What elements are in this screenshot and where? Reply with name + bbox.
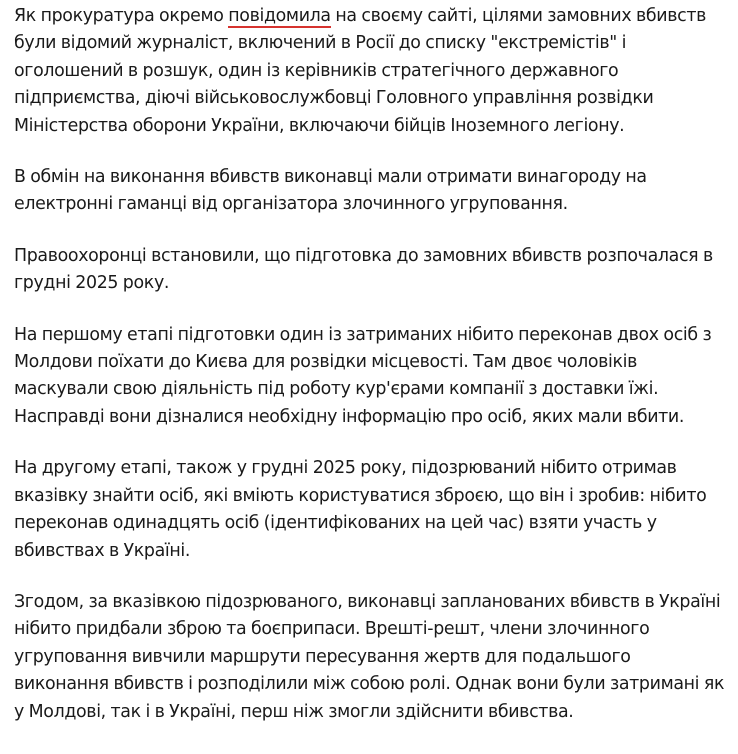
paragraph-1-text-start: Як прокуратура окремо	[14, 6, 229, 26]
article-paragraph-6: Згодом, за вказівкою підозрюваного, виконавці запланованих вбивств в Україні нібито придбали зброю та боєприпаси. Врешті-решт, члени злочинного угруповання вивчили маршрути пересування жертв для подальшого виконання вбивств і розподілили між собою ролі. Однак вони були затримані як у Молдові, так і в Україні, перш ніж змогли здійснити вбивства.	[14, 591, 725, 722]
article-paragraph-3: Правоохоронці встановили, що підготовка до замовних вбивств розпочалася в грудні 2025 року.	[14, 245, 713, 294]
article-paragraph-2: В обмін на виконання вбивств виконавці мали отримати винагороду на електронні гаманці від організатора злочинного угруповання.	[14, 167, 647, 215]
article-body	[14, 0, 726, 726]
article-paragraph-5: На другому етапі, також у грудні 2025 року, підозрюваний нібито отримав вказівку знайти осіб, які вміють користуватися зброєю, що він і зробив: нібито переконав одинадцять осіб (ідентифікованих на цей час) взяти участь у вбивствах в Україні.	[14, 458, 707, 561]
paragraph-1-text-end: на своєму сайті, цілями замовних вбивств були відомий журналіст, включений в Росії до списку "екстремістів" і оголошений в розшук, один із керівників стратегічного державного підприємства, діючі військовослужбовці Головного управління розвідки Міністерства оборони України, включаючи бійців Іноземного легіону.	[14, 6, 707, 136]
article-paragraph-4: На першому етапі підготовки один із затриманих нібито переконав двох осіб з Молдови поїхати до Києва для розвідки місцевості. Там двоє чоловіків маскували свою діяльність під роботу кур'єрами компанії з доставки їжі. Насправді вони дізналися необхідну інформацію про осіб, яких мали вбити.	[14, 324, 712, 427]
article-paragraph-1	[14, 3, 726, 140]
prosecutor-announcement-link[interactable]: повідомила	[228, 6, 331, 26]
